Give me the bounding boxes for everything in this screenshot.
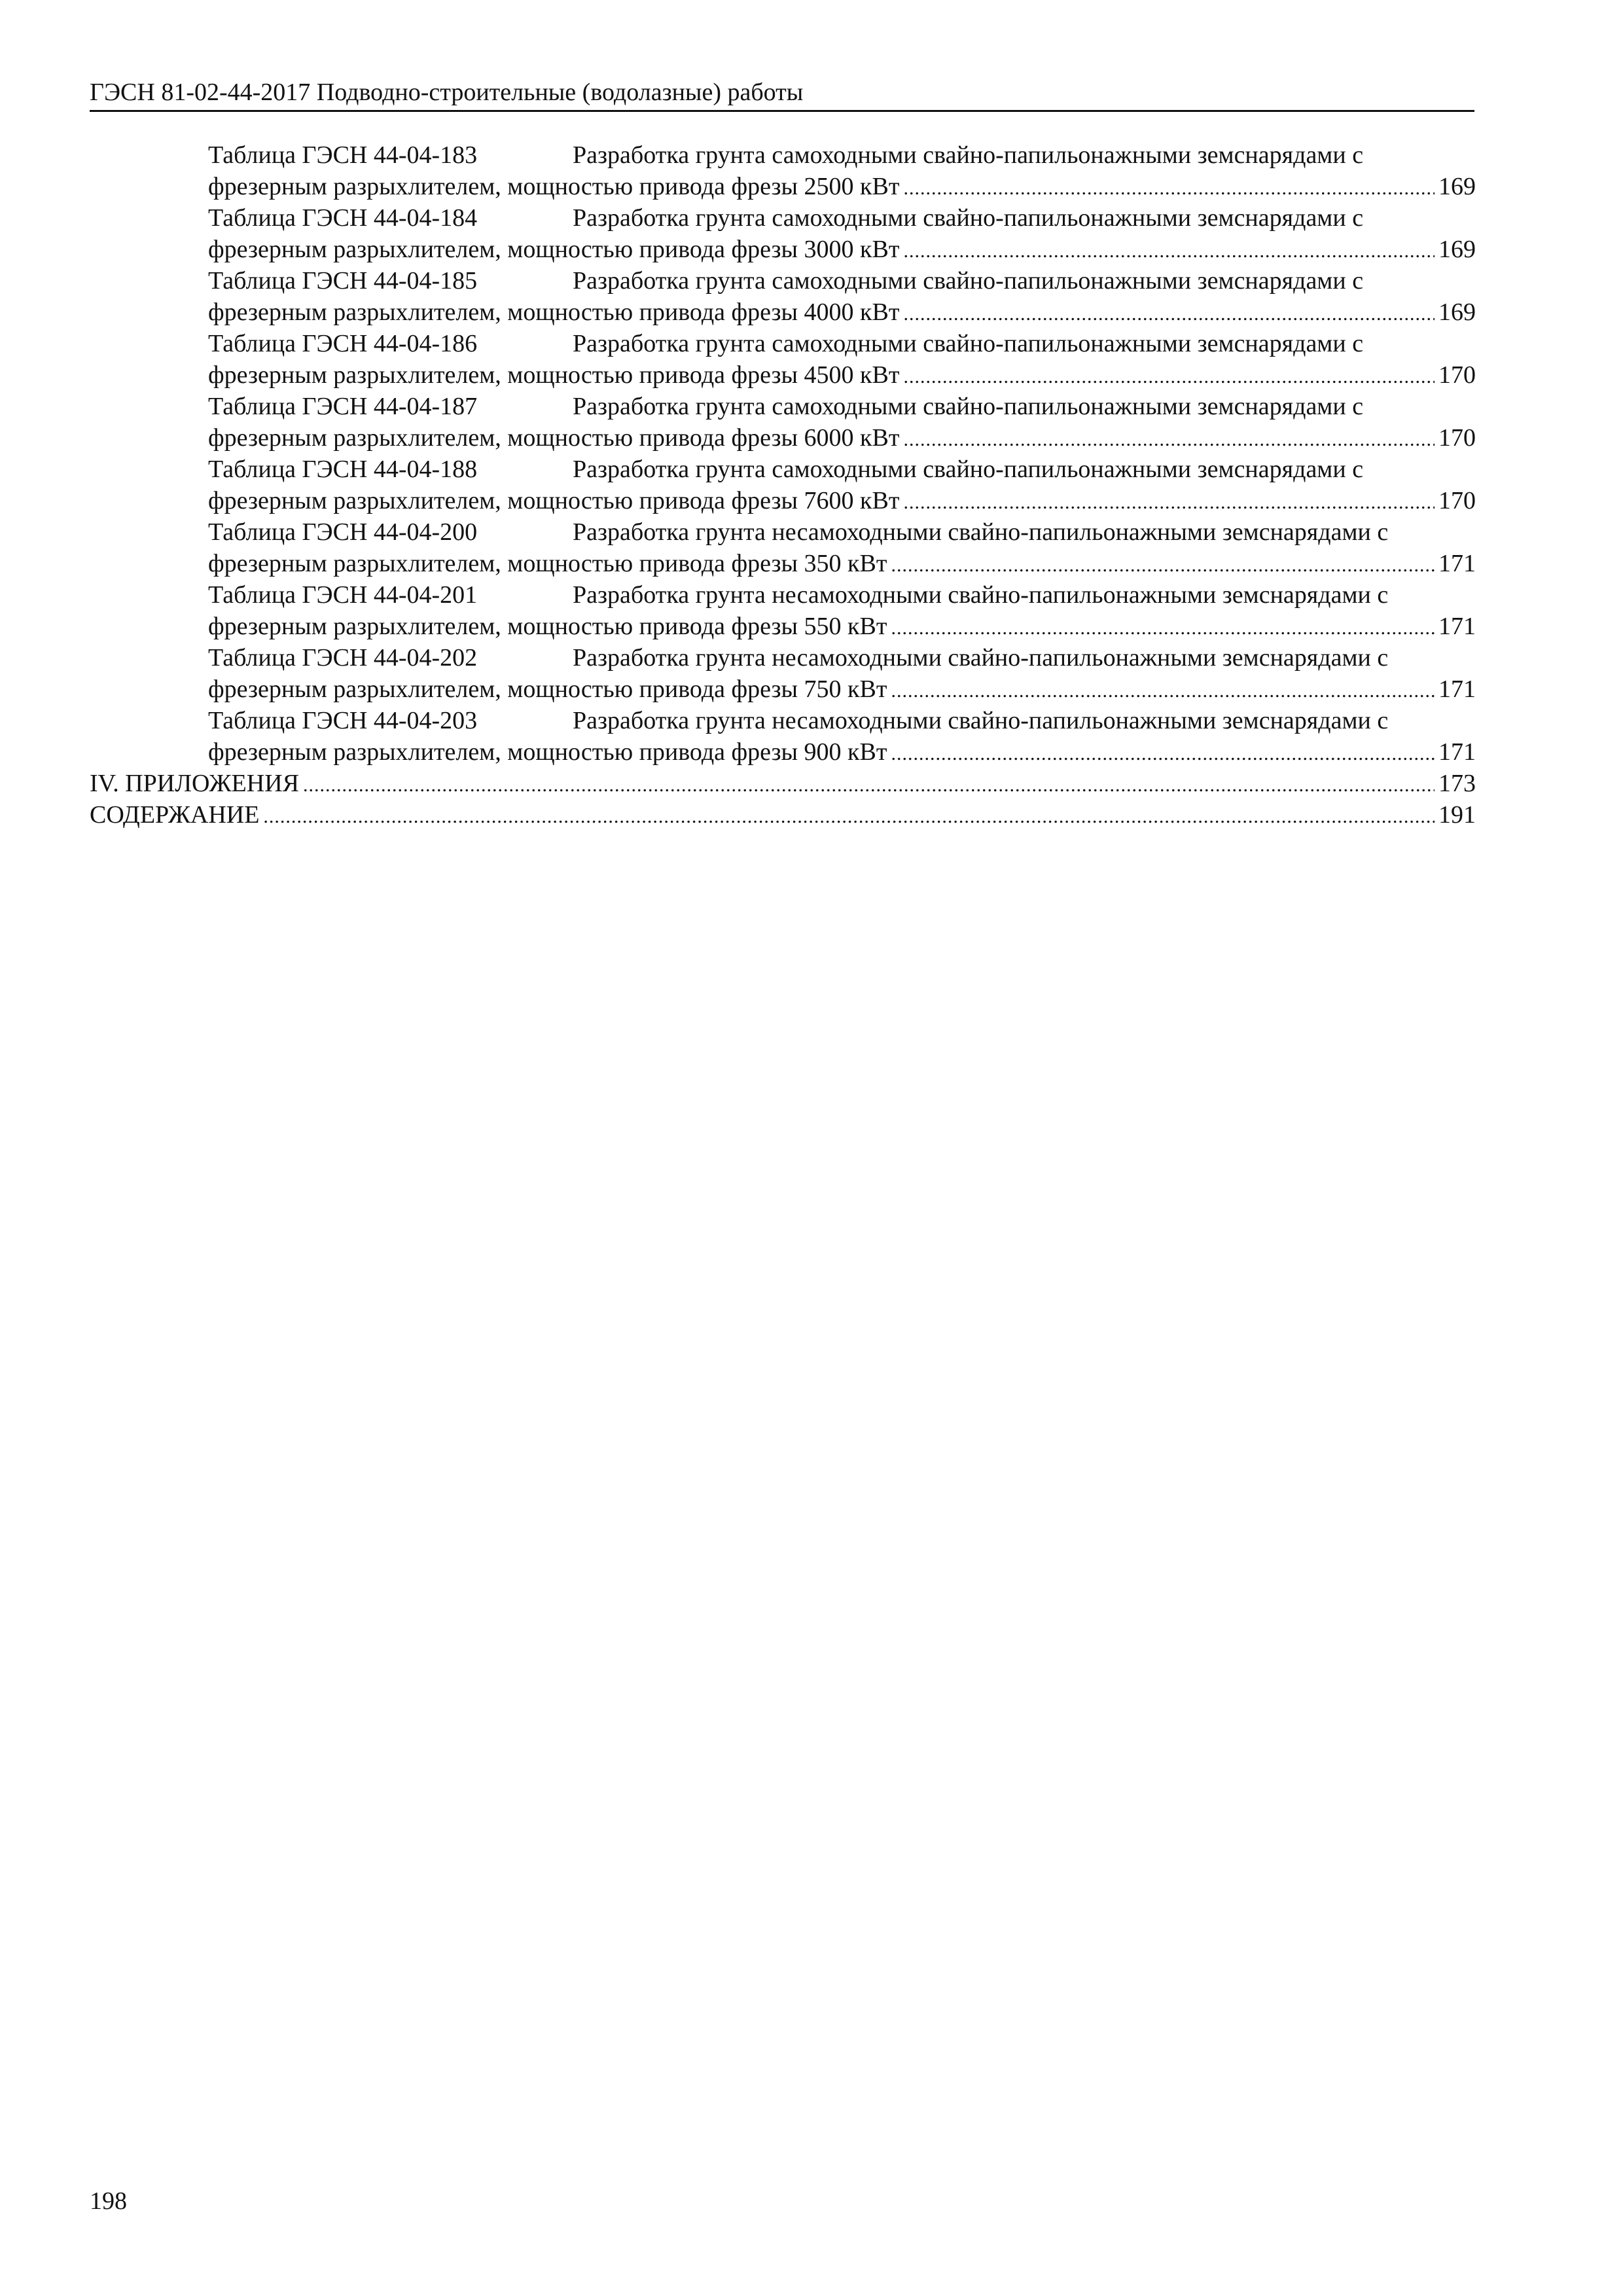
dot-leader — [263, 801, 1435, 831]
page-number[interactable]: 171 — [1438, 550, 1476, 577]
toc-entry-line1 — [0, 139, 1623, 171]
table-description-cont[interactable]: фрезерным разрыхлителем, мощностью привода фрезы 2500 кВт — [208, 173, 900, 200]
table-of-contents — [0, 139, 1623, 831]
table-code[interactable]: Таблица ГЭСН 44-04-184 — [208, 204, 478, 232]
table-description[interactable]: Разработка грунта самоходными свайно-папильонажными земснарядами с — [573, 267, 1364, 295]
page-number[interactable]: 171 — [1438, 675, 1476, 703]
page-header — [90, 72, 1474, 112]
table-description-cont[interactable]: фрезерным разрыхлителем, мощностью привода фрезы 7600 кВт — [208, 487, 900, 514]
table-description[interactable]: Разработка грунта несамоходными свайно-папильонажными земснарядами с — [573, 707, 1389, 734]
table-code[interactable]: Таблица ГЭСН 44-04-186 — [208, 330, 478, 357]
table-description[interactable]: Разработка грунта несамоходными свайно-папильонажными земснарядами с — [573, 644, 1389, 672]
toc-entry-line2 — [0, 296, 1623, 328]
table-description[interactable]: Разработка грунта самоходными свайно-папильонажными земснарядами с — [573, 456, 1364, 483]
toc-entry-line2 — [0, 422, 1623, 454]
table-code[interactable]: Таблица ГЭСН 44-04-187 — [208, 393, 478, 420]
dot-leader — [891, 550, 1435, 579]
table-description-cont[interactable]: фрезерным разрыхлителем, мощностью привода фрезы 6000 кВт — [208, 424, 900, 452]
dot-leader — [903, 173, 1435, 202]
table-description[interactable]: Разработка грунта самоходными свайно-папильонажными земснарядами с — [573, 141, 1364, 169]
table-code[interactable]: Таблица ГЭСН 44-04-203 — [208, 707, 478, 734]
toc-entry-line1 — [0, 579, 1623, 611]
page-number[interactable]: 191 — [1438, 801, 1476, 829]
toc-section-appendices[interactable] — [0, 768, 1623, 799]
table-description-cont[interactable]: фрезерным разрыхлителем, мощностью привода фрезы 4000 кВт — [208, 298, 900, 326]
table-code[interactable]: Таблица ГЭСН 44-04-201 — [208, 581, 478, 609]
page-number[interactable]: 173 — [1438, 770, 1476, 797]
toc-entry-line1 — [0, 516, 1623, 548]
toc-entry-line1 — [0, 391, 1623, 422]
dot-leader — [903, 236, 1435, 265]
table-description-cont[interactable]: фрезерным разрыхлителем, мощностью привода фрезы 350 кВт — [208, 550, 887, 577]
table-description-cont[interactable]: фрезерным разрыхлителем, мощностью привода фрезы 900 кВт — [208, 738, 887, 766]
table-description[interactable]: Разработка грунта несамоходными свайно-папильонажными земснарядами с — [573, 518, 1389, 546]
toc-entry[interactable] — [0, 516, 1623, 579]
dot-leader — [903, 487, 1435, 516]
section-title[interactable]: СОДЕРЖАНИЕ — [90, 801, 260, 829]
toc-entry[interactable] — [0, 391, 1623, 454]
toc-entry[interactable] — [0, 579, 1623, 642]
table-description[interactable]: Разработка грунта самоходными свайно-папильонажными земснарядами с — [573, 330, 1364, 357]
table-description-cont[interactable]: фрезерным разрыхлителем, мощностью привода фрезы 550 кВт — [208, 613, 887, 640]
table-code[interactable]: Таблица ГЭСН 44-04-183 — [208, 141, 478, 169]
table-code[interactable]: Таблица ГЭСН 44-04-185 — [208, 267, 478, 295]
toc-entry-line1 — [0, 328, 1623, 359]
toc-entry-line2 — [0, 359, 1623, 391]
table-description[interactable]: Разработка грунта самоходными свайно-папильонажными земснарядами с — [573, 393, 1364, 420]
toc-entry[interactable] — [0, 139, 1623, 202]
toc-entry-line2 — [0, 736, 1623, 768]
table-code[interactable]: Таблица ГЭСН 44-04-188 — [208, 456, 478, 483]
toc-entry[interactable] — [0, 642, 1623, 705]
table-description[interactable]: Разработка грунта самоходными свайно-папильонажными земснарядами с — [573, 204, 1364, 232]
dot-leader — [903, 298, 1435, 328]
table-code[interactable]: Таблица ГЭСН 44-04-202 — [208, 644, 478, 672]
dot-leader — [891, 675, 1435, 705]
table-code[interactable]: Таблица ГЭСН 44-04-200 — [208, 518, 478, 546]
table-description[interactable]: Разработка грунта несамоходными свайно-папильонажными земснарядами с — [573, 581, 1389, 609]
toc-entry[interactable] — [0, 705, 1623, 768]
dot-leader — [891, 613, 1435, 642]
toc-entry-line2 — [0, 611, 1623, 642]
page-number[interactable]: 169 — [1438, 173, 1476, 200]
toc-entry-line2 — [0, 171, 1623, 202]
dot-leader — [903, 361, 1435, 391]
toc-entry-line1 — [0, 265, 1623, 296]
toc-entry-line2 — [0, 485, 1623, 516]
page-number[interactable]: 171 — [1438, 613, 1476, 640]
toc-entry[interactable] — [0, 454, 1623, 516]
toc-section-contents[interactable] — [0, 799, 1623, 831]
page-number[interactable]: 169 — [1438, 298, 1476, 326]
page-number[interactable]: 170 — [1438, 487, 1476, 514]
toc-entry[interactable] — [0, 265, 1623, 328]
page-number[interactable]: 170 — [1438, 424, 1476, 452]
toc-entry[interactable] — [0, 328, 1623, 391]
toc-entry-line1 — [0, 454, 1623, 485]
toc-entry-line1 — [0, 202, 1623, 234]
footer-page-number: 198 — [90, 2187, 127, 2215]
dot-leader — [891, 738, 1435, 768]
dot-leader — [303, 770, 1435, 799]
page-number[interactable]: 170 — [1438, 361, 1476, 389]
toc-entry-line2 — [0, 548, 1623, 579]
document-title: ГЭСН 81-02-44-2017 Подводно-строительные (водолазные) работы — [90, 79, 804, 106]
table-description-cont[interactable]: фрезерным разрыхлителем, мощностью привода фрезы 750 кВт — [208, 675, 887, 703]
page-number[interactable]: 171 — [1438, 738, 1476, 766]
dot-leader — [903, 424, 1435, 454]
toc-entry-line1 — [0, 642, 1623, 673]
toc-entry-line1 — [0, 705, 1623, 736]
table-description-cont[interactable]: фрезерным разрыхлителем, мощностью привода фрезы 4500 кВт — [208, 361, 900, 389]
page-number[interactable]: 169 — [1438, 236, 1476, 263]
toc-entry[interactable] — [0, 202, 1623, 265]
table-description-cont[interactable]: фрезерным разрыхлителем, мощностью привода фрезы 3000 кВт — [208, 236, 900, 263]
toc-entry-line2 — [0, 234, 1623, 265]
section-title[interactable]: IV. ПРИЛОЖЕНИЯ — [90, 770, 299, 797]
toc-entry-line2 — [0, 673, 1623, 705]
